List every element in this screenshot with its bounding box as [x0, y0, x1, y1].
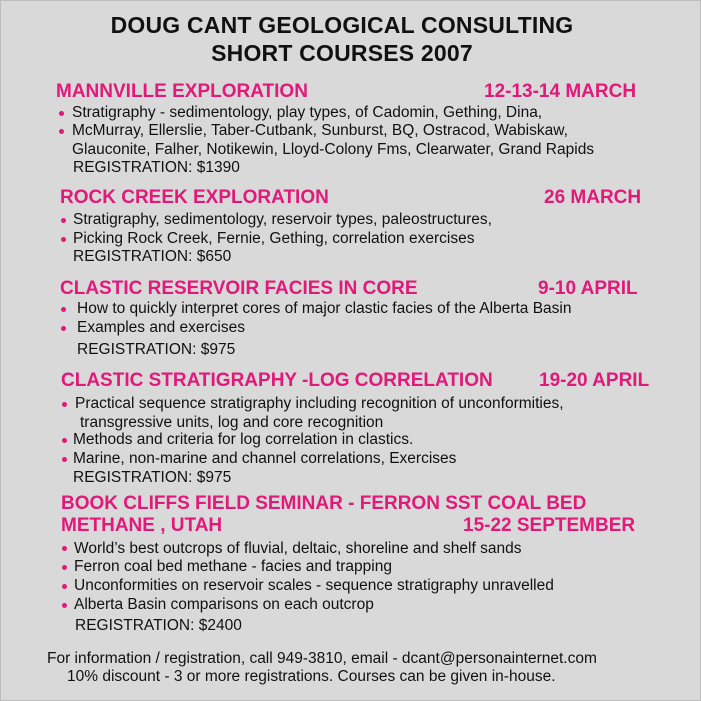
course-line: Practical sequence stratigraphy including recognition of unconformities, [75, 395, 564, 412]
course-line: Methods and criteria for log correlation in clastics. [73, 431, 414, 448]
bullet-icon [59, 129, 64, 134]
course-line: Picking Rock Creek, Fernie, Gething, correlation exercises [73, 230, 475, 247]
bullet-icon [61, 307, 66, 312]
bullet-icon [62, 457, 67, 462]
company-title: DOUG CANT GEOLOGICAL CONSULTING [110, 12, 574, 38]
registration-mannville: REGISTRATION: $1390 [73, 159, 240, 176]
bullet-icon [62, 546, 67, 551]
registration-book-cliffs: REGISTRATION: $2400 [75, 617, 242, 634]
course-title-rock-creek: ROCK CREEK EXPLORATION [60, 187, 329, 208]
course-title-mannville: MANNVILLE EXPLORATION [56, 81, 308, 102]
course-line: Marine, non-marine and channel correlations, Exercises [73, 450, 457, 467]
course-date-mannville: 12-13-14 MARCH [484, 81, 637, 102]
course-line: Unconformities on reservoir scales - sequence stratigraphy unravelled [74, 577, 554, 594]
bullet-icon [62, 565, 67, 570]
registration-rock-creek: REGISTRATION: $650 [73, 248, 232, 265]
bullet-icon [62, 402, 67, 407]
course-date-log-correlation: 19-20 APRIL [539, 370, 650, 391]
course-line: How to quickly interpret cores of major clastic facies of the Alberta Basin [77, 300, 572, 317]
bullet-icon [62, 438, 67, 443]
bullet-icon [61, 326, 66, 331]
bullet-icon [59, 111, 64, 116]
course-title-book-cliffs: BOOK CLIFFS FIELD SEMINAR - FERRON SST COAL BED [61, 493, 587, 514]
discount-note: 10% discount - 3 or more registrations. Courses can be given in-house. [67, 668, 556, 685]
course-date-book-cliffs: 15-22 SEPTEMBER [463, 515, 636, 536]
bullet-icon [61, 237, 66, 242]
registration-log-correlation: REGISTRATION: $975 [73, 469, 232, 486]
courses-year-title: SHORT COURSES 2007 [211, 40, 473, 66]
course-date-rock-creek: 26 MARCH [544, 187, 642, 208]
course-line: Examples and exercises [77, 319, 245, 336]
contact-info: For information / registration, call 949-3810, email - dcant@personainternet.com [47, 650, 597, 667]
bullet-icon [62, 603, 67, 608]
course-line: Stratigraphy, sedimentology, reservoir types, paleostructures, [73, 211, 492, 228]
course-line: McMurray, Ellerslie, Taber-Cutbank, Sunburst, BQ, Ostracod, Wabiskaw, [72, 122, 568, 139]
course-line: transgressive units, log and core recognition [80, 414, 384, 431]
course-title-reservoir-facies: CLASTIC RESERVOIR FACIES IN CORE [60, 278, 418, 299]
course-line: Alberta Basin comparisons on each outcrop [74, 596, 374, 613]
course-line: Glauconite, Falher, Notikewin, Lloyd-Colony Fms, Clearwater, Grand Rapids [72, 141, 595, 158]
course-line: Ferron coal bed methane - facies and trapping [74, 558, 392, 575]
course-line: Stratigraphy - sedimentology, play types, of Cadomin, Gething, Dina, [72, 104, 543, 121]
bullet-icon [62, 584, 67, 589]
registration-reservoir-facies: REGISTRATION: $975 [77, 341, 236, 358]
course-title-book-cliffs-line2: METHANE , UTAH [61, 515, 223, 536]
course-date-reservoir-facies: 9-10 APRIL [538, 278, 638, 299]
course-title-log-correlation: CLASTIC STRATIGRAPHY -LOG CORRELATION [61, 370, 493, 391]
bullet-icon [61, 218, 66, 223]
course-line: World’s best outcrops of fluvial, deltaic, shoreline and shelf sands [74, 540, 522, 557]
